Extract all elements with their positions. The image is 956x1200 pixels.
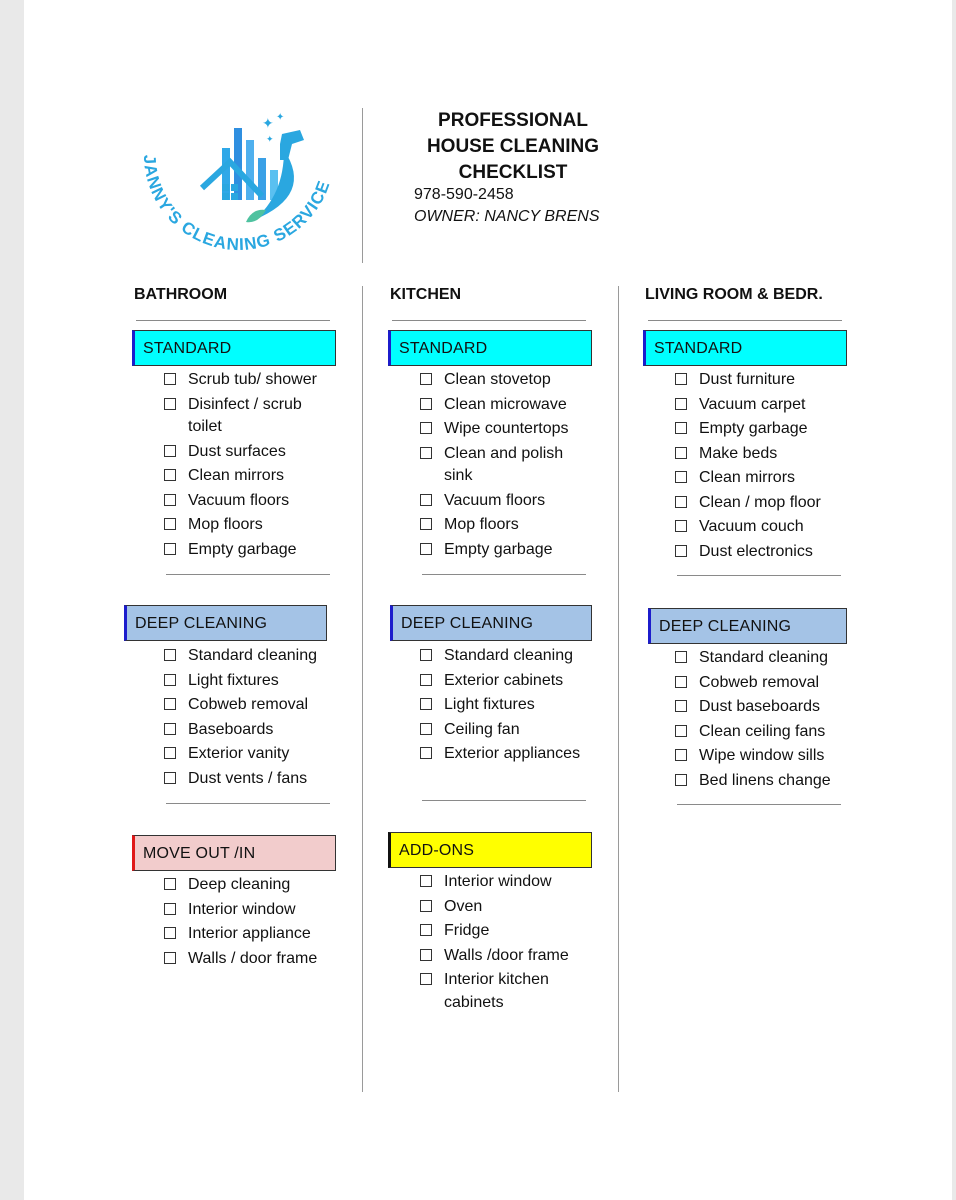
checkbox[interactable] <box>675 496 687 508</box>
checklist-item[interactable] <box>164 948 339 971</box>
checklist-item[interactable] <box>164 743 339 766</box>
checklist-item[interactable] <box>164 923 339 946</box>
checkbox[interactable] <box>420 543 432 555</box>
checklist-item[interactable] <box>675 394 847 417</box>
checklist-item[interactable] <box>164 514 334 537</box>
column-heading-living-room: LIVING ROOM & BEDR. <box>645 286 823 303</box>
item-label: Exterior vanity <box>188 745 290 762</box>
checklist-item[interactable] <box>420 443 590 488</box>
svg-text:✦: ✦ <box>276 112 285 123</box>
item-label: Empty garbage <box>699 420 808 437</box>
column-heading-bathroom: BATHROOM <box>134 286 228 303</box>
column-divider <box>618 286 619 1092</box>
item-label: Mop floors <box>188 516 263 533</box>
checkbox[interactable] <box>164 445 176 457</box>
column-heading-kitchen: KITCHEN <box>390 286 462 303</box>
list-add-ons <box>420 871 590 1016</box>
list-bathroom-deep-cleaning <box>164 645 339 792</box>
section-add-ons: ADD-ONS <box>388 832 592 868</box>
item-label: Clean and polish sink <box>444 444 564 484</box>
checkbox[interactable] <box>164 543 176 555</box>
divider <box>677 804 841 805</box>
section-move-out-in: MOVE OUT /IN <box>132 835 336 871</box>
item-label: Walls / door frame <box>188 949 318 967</box>
checklist-item[interactable] <box>164 899 339 922</box>
checkbox[interactable] <box>420 747 432 759</box>
item-label: Mop floors <box>444 516 519 533</box>
item-label: Vacuum floors <box>188 491 290 509</box>
item-label: Vacuum floors <box>444 491 546 509</box>
checklist-item[interactable] <box>164 670 339 693</box>
header-divider <box>362 108 363 263</box>
item-label: Scrub tub/ shower <box>188 371 317 388</box>
svg-text:✦: ✦ <box>266 134 274 144</box>
checkbox[interactable] <box>420 924 432 936</box>
checkbox[interactable] <box>164 649 176 661</box>
divider <box>422 800 586 801</box>
checklist-item[interactable] <box>675 492 847 515</box>
checklist-item[interactable] <box>420 969 590 1014</box>
section-living-deep-cleaning: DEEP CLEANING <box>648 608 847 644</box>
checkbox[interactable] <box>420 949 432 961</box>
checkbox[interactable] <box>164 494 176 506</box>
checkbox[interactable] <box>164 518 176 530</box>
checkbox[interactable] <box>675 774 687 786</box>
checkbox[interactable] <box>675 447 687 459</box>
checklist-item[interactable] <box>675 696 850 719</box>
checkbox[interactable] <box>675 725 687 737</box>
checklist-item[interactable] <box>675 418 847 441</box>
checkbox[interactable] <box>420 494 432 506</box>
owner-name: OWNER: NANCY BRENS <box>414 208 600 225</box>
title-line: HOUSE CLEANING <box>426 136 600 157</box>
checklist-item[interactable] <box>164 645 339 668</box>
list-kitchen-deep-cleaning <box>420 645 595 768</box>
item-label: Ceiling fan <box>444 720 520 738</box>
checklist-item[interactable] <box>675 770 850 793</box>
checklist-item[interactable] <box>675 467 847 490</box>
checklist-item[interactable] <box>420 945 590 968</box>
divider <box>648 320 842 321</box>
checklist-item[interactable] <box>164 874 339 897</box>
svg-text:✦: ✦ <box>262 115 274 131</box>
checkbox[interactable] <box>675 471 687 483</box>
checklist-item[interactable] <box>420 645 595 668</box>
checklist-item[interactable] <box>164 719 339 742</box>
checkbox[interactable] <box>164 723 176 735</box>
item-label: Standard cleaning <box>444 647 573 664</box>
item-label: Clean mirrors <box>188 467 285 484</box>
checkbox[interactable] <box>675 676 687 688</box>
checklist-item[interactable] <box>675 443 847 466</box>
item-label: Interior window <box>444 873 552 890</box>
checkbox[interactable] <box>420 674 432 686</box>
checklist-item[interactable] <box>420 514 590 537</box>
item-label: Light fixtures <box>188 671 279 689</box>
item-label: Interior window <box>188 900 296 918</box>
item-label: Fridge <box>444 922 490 939</box>
cleaning-service-logo <box>134 100 364 270</box>
checklist-item[interactable] <box>420 369 590 392</box>
checkbox[interactable] <box>420 518 432 530</box>
item-label: Interior kitchen cabinets <box>444 971 549 1011</box>
checklist-item[interactable] <box>420 920 590 943</box>
item-label: Interior appliance <box>188 925 311 942</box>
checkbox[interactable] <box>164 878 176 890</box>
section-bathroom-standard: STANDARD <box>132 330 336 366</box>
checkbox[interactable] <box>164 373 176 385</box>
checkbox[interactable] <box>420 447 432 459</box>
item-label: Deep cleaning <box>188 876 291 893</box>
title-line: CHECKLIST <box>458 162 568 183</box>
checkbox[interactable] <box>420 900 432 912</box>
checkbox[interactable] <box>675 700 687 712</box>
checkbox[interactable] <box>675 651 687 663</box>
checkbox[interactable] <box>420 723 432 735</box>
item-label: Exterior appliances <box>444 745 581 762</box>
item-label: Cobweb removal <box>188 696 309 713</box>
item-label: Empty garbage <box>444 540 553 558</box>
item-label: Wipe window sills <box>699 747 825 764</box>
item-label: Clean ceiling fans <box>699 722 826 740</box>
section-kitchen-standard: STANDARD <box>388 330 592 366</box>
divider <box>422 574 586 575</box>
divider <box>677 575 841 576</box>
checklist-item[interactable] <box>164 394 334 439</box>
list-kitchen-standard <box>420 369 590 563</box>
checkbox[interactable] <box>420 973 432 985</box>
item-label: Clean microwave <box>444 395 567 413</box>
checklist-item[interactable] <box>675 369 847 392</box>
item-label: Light fixtures <box>444 696 535 713</box>
item-label: Make beds <box>699 444 778 462</box>
checkbox[interactable] <box>420 875 432 887</box>
checklist-item[interactable] <box>420 719 595 742</box>
item-label: Disinfect / scrub toilet <box>188 395 302 435</box>
checklist-item[interactable] <box>420 871 590 894</box>
checklist-item[interactable] <box>420 418 590 441</box>
item-label: Vacuum couch <box>699 518 804 535</box>
title-line: PROFESSIONAL <box>438 110 588 131</box>
item-label: Dust baseboards <box>699 698 820 715</box>
checkbox[interactable] <box>675 749 687 761</box>
checklist-item[interactable] <box>420 490 590 513</box>
section-bathroom-deep-cleaning: DEEP CLEANING <box>124 605 327 641</box>
section-living-standard: STANDARD <box>643 330 847 366</box>
checklist-item[interactable] <box>164 768 339 791</box>
item-label: Walls /door frame <box>444 946 569 964</box>
checklist-item[interactable] <box>164 465 334 488</box>
item-label: Wipe countertops <box>444 420 569 437</box>
checkbox[interactable] <box>675 373 687 385</box>
item-label: Dust surfaces <box>188 442 286 460</box>
checklist-item[interactable] <box>420 694 595 717</box>
list-move-out-in <box>164 874 339 972</box>
checkbox[interactable] <box>164 772 176 784</box>
item-label: Cobweb removal <box>699 673 820 691</box>
checklist-item[interactable] <box>420 896 590 919</box>
checkbox[interactable] <box>164 952 176 964</box>
checkbox[interactable] <box>420 422 432 434</box>
item-label: Dust furniture <box>699 371 796 388</box>
checkbox[interactable] <box>164 747 176 759</box>
item-label: Bed linens change <box>699 771 831 789</box>
checklist-item[interactable] <box>420 394 590 417</box>
checklist-item[interactable] <box>164 694 339 717</box>
checkbox[interactable] <box>420 698 432 710</box>
checklist-item[interactable] <box>675 516 847 539</box>
divider <box>392 320 586 321</box>
checkbox[interactable] <box>675 520 687 532</box>
svg-text:JANNY'S CLEANING SERVICE: JANNY'S CLEANING SERVICE <box>139 154 334 255</box>
checklist-item[interactable] <box>164 539 334 562</box>
checkbox[interactable] <box>675 398 687 410</box>
checklist-item[interactable] <box>420 539 590 562</box>
checklist-item[interactable] <box>420 670 595 693</box>
checklist-item[interactable] <box>675 672 850 695</box>
checkbox[interactable] <box>164 903 176 915</box>
checkbox[interactable] <box>420 649 432 661</box>
checkbox[interactable] <box>164 674 176 686</box>
column-divider <box>362 286 363 1092</box>
item-label: Dust electronics <box>699 542 813 560</box>
checklist-item[interactable] <box>675 721 850 744</box>
item-label: Baseboards <box>188 720 274 738</box>
list-living-deep-cleaning <box>675 647 850 794</box>
page-title <box>406 108 620 186</box>
list-bathroom-standard <box>164 369 334 563</box>
phone-number: 978-590-2458 <box>414 186 514 203</box>
item-label: Vacuum carpet <box>699 395 806 413</box>
item-label: Clean mirrors <box>699 469 796 486</box>
item-label: Empty garbage <box>188 540 297 558</box>
checkbox[interactable] <box>675 422 687 434</box>
checkbox[interactable] <box>164 698 176 710</box>
checklist-item[interactable] <box>164 369 334 392</box>
item-label: Dust vents / fans <box>188 769 308 787</box>
checklist-item[interactable] <box>675 745 850 768</box>
item-label: Clean / mop floor <box>699 493 821 511</box>
divider <box>136 320 330 321</box>
checklist-item[interactable] <box>164 490 334 513</box>
item-label: Standard cleaning <box>699 649 828 666</box>
item-label: Standard cleaning <box>188 647 317 664</box>
checkbox[interactable] <box>164 398 176 410</box>
list-living-standard <box>675 369 847 565</box>
checklist-item[interactable] <box>675 541 847 564</box>
checkbox[interactable] <box>675 545 687 557</box>
checklist-item[interactable] <box>164 441 334 464</box>
item-label: Exterior cabinets <box>444 671 564 689</box>
checkbox[interactable] <box>420 373 432 385</box>
checkbox[interactable] <box>164 927 176 939</box>
item-label: Clean stovetop <box>444 371 551 388</box>
section-kitchen-deep-cleaning: DEEP CLEANING <box>390 605 592 641</box>
checklist-item[interactable] <box>420 743 595 766</box>
checklist-item[interactable] <box>675 647 850 670</box>
checklist-page <box>24 0 952 1200</box>
divider <box>166 803 330 804</box>
item-label: Oven <box>444 897 483 915</box>
checkbox[interactable] <box>420 398 432 410</box>
checkbox[interactable] <box>164 469 176 481</box>
divider <box>166 574 330 575</box>
